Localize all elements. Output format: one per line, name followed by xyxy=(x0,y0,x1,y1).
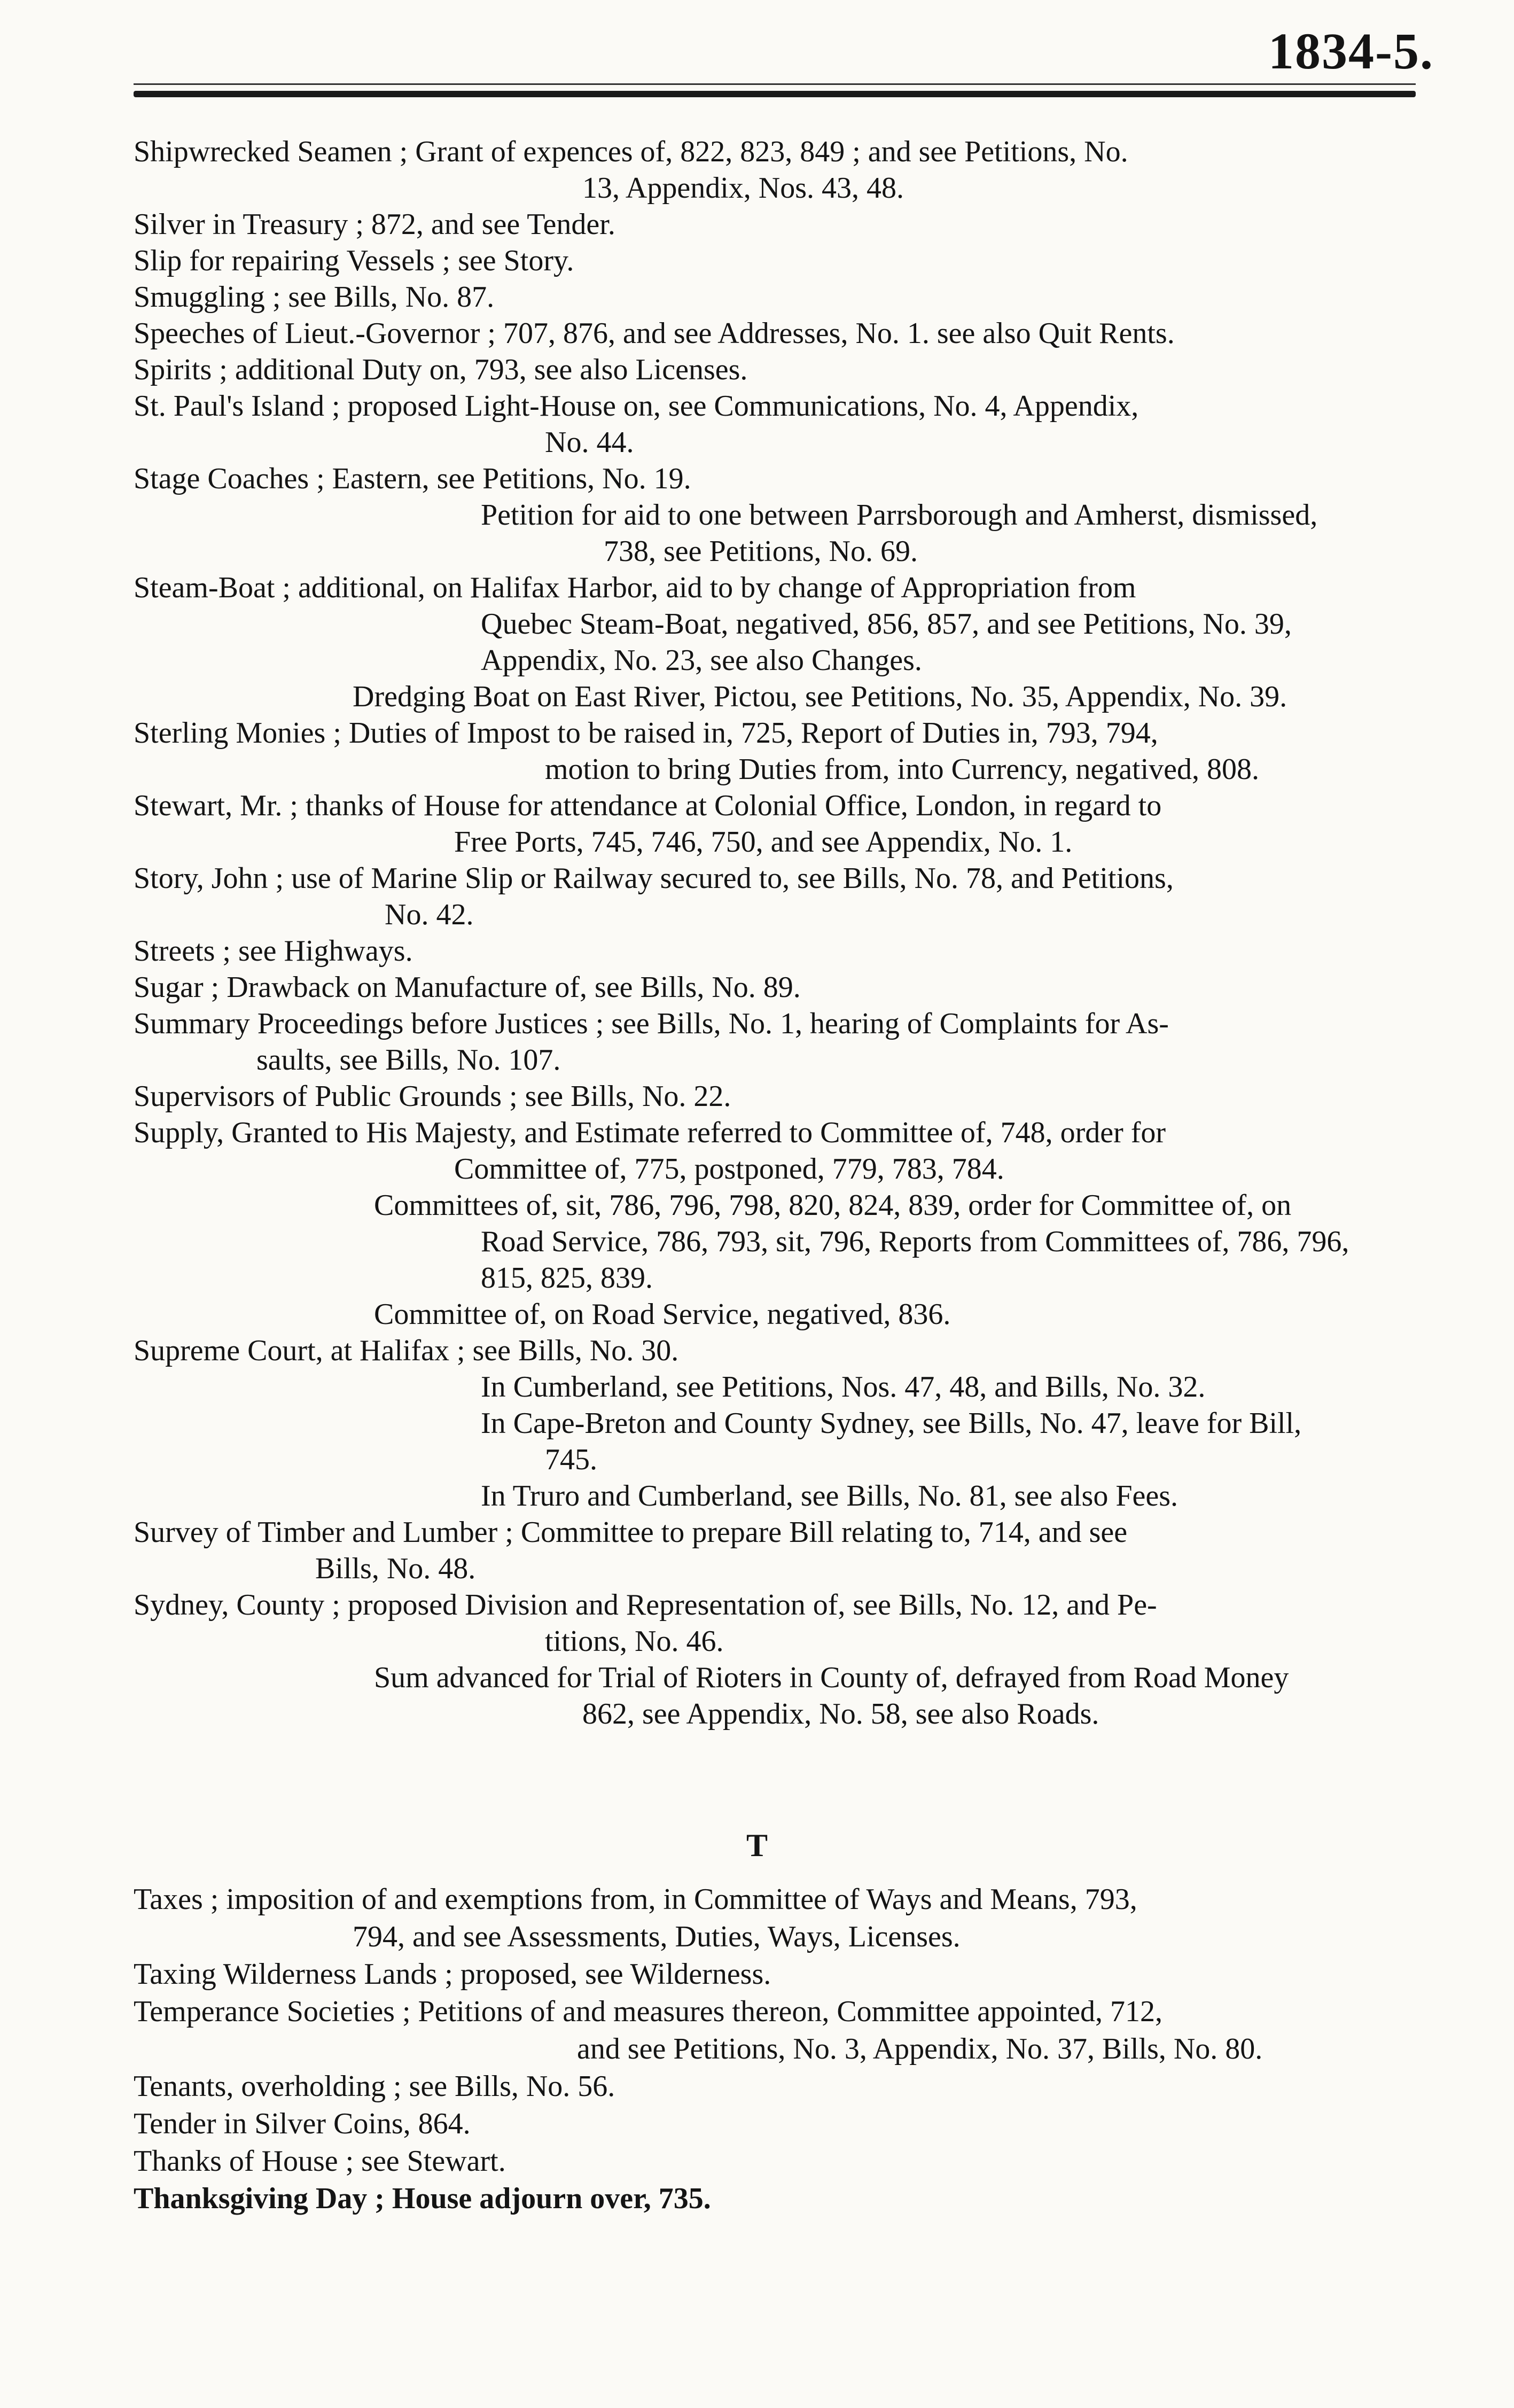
index-entry-line: Supreme Court, at Halifax ; see Bills, No. 30. xyxy=(134,1334,679,1367)
index-entry-line: Sydney, County ; proposed Division and Representation of, see Bills, No. 12, and Pe- xyxy=(134,1588,1157,1622)
index-entry-line: Stage Coaches ; Eastern, see Petitions, No. 19. xyxy=(134,462,691,495)
index-entry-line: Quebec Steam-Boat, negatived, 856, 857, and see Petitions, No. 39, xyxy=(481,607,1292,641)
index-entry-line: 815, 825, 839. xyxy=(481,1261,653,1295)
index-entry-line: Spirits ; additional Duty on, 793, see also Licenses. xyxy=(134,353,748,386)
index-entry-line: In Cumberland, see Petitions, Nos. 47, 48, and Bills, No. 32. xyxy=(481,1370,1206,1404)
index-entry-line: Speeches of Lieut.-Governor ; 707, 876, and see Addresses, No. 1. see also Quit Rents. xyxy=(134,317,1175,350)
index-entry-line: Taxing Wilderness Lands ; proposed, see Wilderness. xyxy=(134,1958,771,1991)
index-entry-line: motion to bring Duties from, into Currency, negatived, 808. xyxy=(545,753,1260,786)
index-entry-line: 738, see Petitions, No. 69. xyxy=(604,535,918,568)
index-section-s xyxy=(134,134,1426,1732)
index-entry-line: Road Service, 786, 793, sit, 796, Reports from Committees of, 786, 796, xyxy=(481,1225,1349,1258)
header-rule xyxy=(134,91,1416,97)
page-year: 1834-5. xyxy=(1268,22,1434,80)
index-entry-line: Temperance Societies ; Petitions of and measures thereon, Committee appointed, 712, xyxy=(134,1995,1163,2028)
index-entry-line: and see Petitions, No. 3, Appendix, No. 37, Bills, No. 80. xyxy=(577,2032,1263,2066)
index-entry-line: Streets ; see Highways. xyxy=(134,934,413,968)
index-entry-line: Summary Proceedings before Justices ; see Bills, No. 1, hearing of Complaints for As- xyxy=(134,1007,1169,1040)
header-rule-thin xyxy=(134,83,1416,85)
index-entry-line: Sterling Monies ; Duties of Impost to be raised in, 725, Report of Duties in, 793, 794, xyxy=(134,716,1158,750)
index-entry-line: saults, see Bills, No. 107. xyxy=(256,1043,561,1077)
index-entry-line: No. 42. xyxy=(385,898,474,931)
index-entry-line: In Truro and Cumberland, see Bills, No. 81, see also Fees. xyxy=(481,1479,1178,1513)
index-entry-line: Survey of Timber and Lumber ; Committee to prepare Bill relating to, 714, and see xyxy=(134,1516,1128,1549)
index-entry-line: Committees of, sit, 786, 796, 798, 820, 824, 839, order for Committee of, on xyxy=(374,1189,1292,1222)
index-entry-line: 794, and see Assessments, Duties, Ways, Licenses. xyxy=(353,1920,961,1953)
index-entry-line: Taxes ; imposition of and exemptions from, in Committee of Ways and Means, 793, xyxy=(134,1883,1137,1916)
index-entry-line: Supervisors of Public Grounds ; see Bills, No. 22. xyxy=(134,1080,731,1113)
index-entry-line: 13, Appendix, Nos. 43, 48. xyxy=(582,172,904,205)
index-entry-line: St. Paul's Island ; proposed Light-House on, see Communications, No. 4, Appendix, xyxy=(134,389,1139,423)
index-entry-line: No. 44. xyxy=(545,426,634,459)
index-entry-line: Smuggling ; see Bills, No. 87. xyxy=(134,280,495,314)
index-entry-line: Sum advanced for Trial of Rioters in County of, defrayed from Road Money xyxy=(374,1661,1289,1694)
index-entry-line: Story, John ; use of Marine Slip or Railway secured to, see Bills, No. 78, and Petitions, xyxy=(134,862,1174,895)
index-entry-line: Sugar ; Drawback on Manufacture of, see Bills, No. 89. xyxy=(134,971,801,1004)
index-entry-line: titions, No. 46. xyxy=(545,1625,724,1658)
page-header xyxy=(0,0,1514,107)
index-entry-line: Committee of, on Road Service, negatived, 836. xyxy=(374,1298,951,1331)
index-entry-line: Thanksgiving Day ; House adjourn over, 735. xyxy=(134,2182,711,2215)
index-entry-line: Appendix, No. 23, see also Changes. xyxy=(481,644,922,677)
index-entry-line: Supply, Granted to His Majesty, and Estimate referred to Committee of, 748, order for xyxy=(134,1116,1166,1149)
index-section-t xyxy=(134,1881,1426,2217)
index-entry-line: Tenants, overholding ; see Bills, No. 56. xyxy=(134,2070,615,2103)
index-entry-line: Tender in Silver Coins, 864. xyxy=(134,2107,471,2140)
index-entry-line: Thanks of House ; see Stewart. xyxy=(134,2145,506,2178)
index-entry-line: Stewart, Mr. ; thanks of House for attendance at Colonial Office, London, in regard to xyxy=(134,789,1162,822)
index-entry-line: Silver in Treasury ; 872, and see Tender. xyxy=(134,208,615,241)
index-entry-line: Dredging Boat on East River, Pictou, see Petitions, No. 35, Appendix, No. 39. xyxy=(353,680,1287,713)
index-entry-line: 745. xyxy=(545,1443,597,1476)
index-entry-line: Bills, No. 48. xyxy=(315,1552,476,1585)
section-letter-t: T xyxy=(746,1828,768,1863)
index-entry-line: In Cape-Breton and County Sydney, see Bills, No. 47, leave for Bill, xyxy=(481,1407,1302,1440)
index-entry-line: 862, see Appendix, No. 58, see also Roads. xyxy=(582,1697,1099,1731)
index-entry-line: Steam-Boat ; additional, on Halifax Harbor, aid to by change of Appropriation from xyxy=(134,571,1136,604)
index-entry-line: Slip for repairing Vessels ; see Story. xyxy=(134,244,574,277)
index-entry-line: Committee of, 775, postponed, 779, 783, 784. xyxy=(454,1152,1004,1186)
index-entry-line: Shipwrecked Seamen ; Grant of expences of, 822, 823, 849 ; and see Petitions, No. xyxy=(134,135,1128,168)
index-entry-line: Free Ports, 745, 746, 750, and see Appendix, No. 1. xyxy=(454,825,1073,859)
index-entry-line: Petition for aid to one between Parrsborough and Amherst, dismissed, xyxy=(481,498,1318,532)
